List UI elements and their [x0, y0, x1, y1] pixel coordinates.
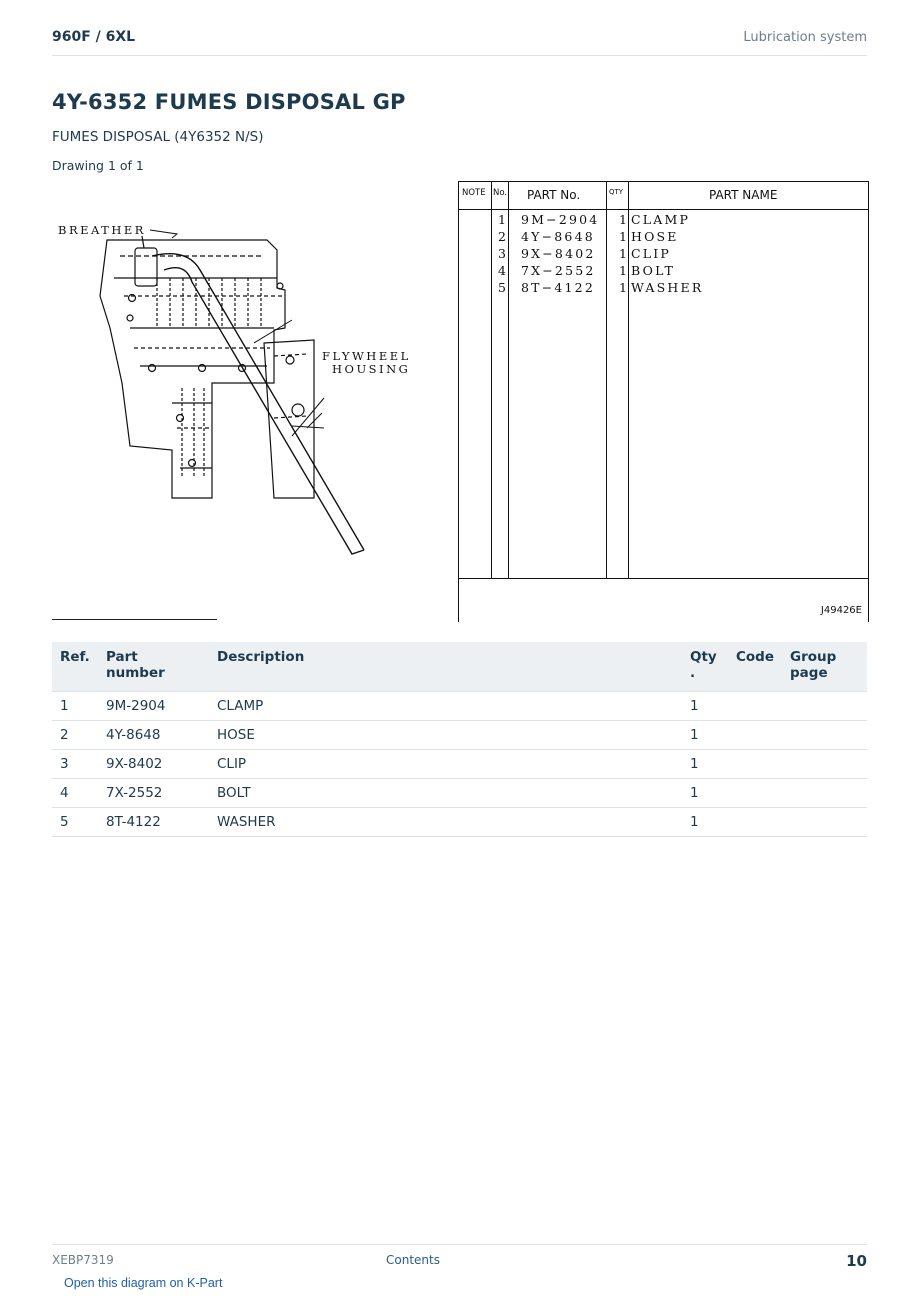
- table-header-row: [52, 642, 867, 692]
- list-item: 4 7X−2552 1 BOLT: [498, 263, 676, 278]
- table-row: 4 7X-2552 BOLT 1: [52, 779, 867, 808]
- engine-illustration: [52, 178, 452, 628]
- list-item: 2 4Y−8648 1 HOSE: [498, 229, 679, 244]
- table-row: 1 9M-2904 CLAMP 1: [52, 692, 867, 721]
- qty-header: QTY: [609, 188, 624, 196]
- description-column-header: Description: [209, 642, 682, 692]
- partname-header: PART NAME: [709, 188, 778, 202]
- header-divider: [52, 55, 867, 56]
- section-header: Lubrication system: [743, 30, 867, 45]
- diagram-underline: [52, 619, 217, 620]
- model-header: 960F / 6XL: [52, 29, 136, 45]
- page-subtitle: FUMES DISPOSAL (4Y6352 N/S): [52, 129, 264, 145]
- page-number: 10: [846, 1252, 867, 1270]
- table-row: 5 8T-4122 WASHER 1: [52, 808, 867, 837]
- engine-diagram: [52, 178, 452, 628]
- code-column-header: Code: [728, 642, 782, 692]
- parts-table: [52, 642, 867, 837]
- table-row: 3 9X-8402 CLIP 1: [52, 750, 867, 779]
- flywheel-label-line2: HOUSING: [332, 362, 411, 376]
- qty-column-header: Qty .: [682, 642, 728, 692]
- table-row: 2 4Y-8648 HOSE 1: [52, 721, 867, 750]
- list-item: 3 9X−8402 1 CLIP: [498, 246, 672, 261]
- footer-divider: [52, 1244, 867, 1245]
- breather-label-text: BREATHER: [58, 223, 146, 237]
- ref-column-header: Ref.: [52, 642, 98, 692]
- group-page-column-header: Group page: [782, 642, 867, 692]
- list-item: 1 9M−2904 1 CLAMP: [498, 212, 691, 227]
- page-title: 4Y-6352 FUMES DISPOSAL GP: [52, 90, 406, 114]
- partno-header: PART No.: [527, 188, 581, 202]
- list-item: 5 8T−4122 1 WASHER: [498, 280, 704, 295]
- drawing-number: Drawing 1 of 1: [52, 158, 144, 173]
- document-id: XEBP7319: [52, 1253, 114, 1267]
- note-header: NOTE: [462, 188, 486, 198]
- no-header: No.: [493, 188, 508, 198]
- diagram-parts-list: [458, 181, 869, 622]
- part-number-column-header: Part number: [98, 642, 209, 692]
- drawing-reference: J49426E: [820, 605, 862, 616]
- open-diagram-link[interactable]: Open this diagram on K-Part: [64, 1276, 223, 1290]
- contents-link[interactable]: Contents: [386, 1253, 440, 1267]
- flywheel-label-line1: FLYWHEEL: [322, 349, 411, 363]
